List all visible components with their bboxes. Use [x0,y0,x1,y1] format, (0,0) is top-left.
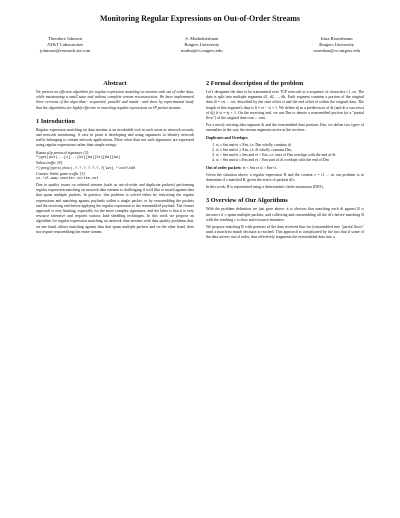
right-column [206,80,364,243]
out-of-order-text: ei < Sm or si > Em+1. [242,165,278,170]
intro-paragraph: Due to quality issues on ordered streams (such as out-of-order and duplicate packets) performing regular expression matching on network data streams is challenging if we'd like to match against data that spans multiple packets. In practice, this problem is solved either by restricting the regular expressions and matching against payloads within a single packet, or by reassembling the packets and the receiving end before applying the regular expression to the reassembled payload. The former approach is very limiting, especially for the more complex signatures, and the latter is that it is very resource intensive and requires various load shedding techniques. In this work we propose an algorithm for regular expression matching on network data streams with data quality problems that, on one hand, allows matching against data that spans multiple packets and on the other hand, does not require reassembling the entire stream. [36,183,194,234]
formal-paragraph: Given the situation above, a regular expression R and the content c = c1 ... cn our problem is to determine if c matched R, given the series of packets di's. [206,172,364,183]
out-of-order-heading: Out of order packets: [206,165,242,170]
out-of-order-line [206,166,364,171]
formal-paragraph: In this work, R is represented using a deterministic finite automaton (DFA). [206,185,324,190]
formal-paragraph: Let's designate the data to be transmitted over TCP network as a sequence of characters c1..cn. The data is split into multiple segments d1, d2, ..., dk. Each segment contains a portion of the original data di = csi ... cei, described by the start offset si and the end offset ei within the original data. The length of this segment's data is li = ei − si + 1. We define dj as a predecessor of di (and di a successor of dj) if si = ej + 1. On the receiving end, we use Dm to denote a reassembled portion (or a "partial flow") of the original data csm ... cem. [206,90,364,121]
list-item: 4. si > Sm and si ≤ Em and ei > Em start of di overlaps with the end of Dm [216,158,364,163]
author-email: muthu@cs.rutgers.edu [181,48,223,53]
author-email: rozenbau@cs.rutgers.edu [313,48,360,53]
overview-heading: 3 Overview of Our Algorithms [206,197,288,205]
author-email: johnsont@research.att.com [40,48,91,53]
intro-heading: 1 Introduction [36,117,75,125]
formal-heading: 2 Formal description of the problem [206,80,304,87]
list-item: 2. si ≤ Sm and ei ≥ Em, i.e. di wholly contains Dm, [216,148,364,153]
abstract-heading: Abstract [103,80,127,87]
overview-paragraph: With the problem definition we just gave above, it is obvious that matching each di against R is incorrect if c spans multiple packets, and collecting and reassembling all the di's before matching R with the resulting c is slow and resource-intensive. [206,207,364,222]
yahoo-signature: ^(ymsg|ypns|yhoo).?.?.?.?.?.?.?[lwt].*\xc0\x80 [36,166,136,171]
formal-paragraph: For a newly arriving data segment di and the reassembled data portions Dm, we define two types of anomalies in the way the stream segments arrive at the receiver: [206,123,364,133]
author-list [40,36,360,54]
author-name: S. Muthukrishnan [185,36,219,41]
intro-paragraph: Regular expression matching on data streams is an invaluable tool in such areas as network security and network monitoring. A case in point is developing and using signatures to identify network traffic belonging to certain network applications. More often than not such signatures are expressed using regular expressions rather than simple strings: [36,127,194,148]
counter-strike-signature: cs.*dl.www.counter-strike.net [36,177,99,182]
anomaly-list [206,143,364,164]
abstract-text: We present an efficient algorithm for regular expression matching on streams with out of order data, while maintaining a small state and without complete stream reconstruction. We have implemented three versions of the algorithm - sequential, parallel and mixed - and show by experimental study that the algorithms are highly effective in matching regular expressions on IP packet streams. [36,90,194,110]
yahoo-label: Yahoo traffic [8]: [36,161,64,166]
author-affiliation: AT&T Laboratories [46,42,84,47]
author-block [181,36,222,54]
duplicates-heading: Duplicates and Overlaps: [206,135,249,140]
kazaa-signature: ^(get|put)...[x]...[kk][Aa][Zz][Aa][Aa] [36,155,121,160]
overview-paragraph: We propose matching R with portions of the data received thus far (reassembled into "partial flows" until a match/no match decision is reached. This approach is complicated by the fact that if some of the data arrives out of order, thus effectively fragments the reassembled data into a [206,225,364,240]
two-column-body [36,80,364,243]
author-name: Irina Rozenbaum [320,36,353,41]
author-block [40,36,90,54]
counter-strike-label: Counter Strike game traffic [1]: [36,172,86,177]
list-item: 1. si ≥ Sm and ei ≤ Em, i.e. Dm wholly contains di [216,143,364,148]
author-affiliation: Rutgers University [184,42,220,47]
left-column [36,80,194,243]
author-affiliation: Rutgers University [319,42,355,47]
author-name: Theodore Johnson [48,36,82,41]
list-item: 3. si < Sm and ei ≥ Sm and ei < Em, i.e. start of Dm overlaps with the end of di [216,153,364,158]
paper-title: Monitoring Regular Expressions on Out-of-Order Streams [99,14,301,23]
author-block [313,36,360,54]
kazaa-label: Kazaa p2p protocol signature [2]: [36,150,90,155]
